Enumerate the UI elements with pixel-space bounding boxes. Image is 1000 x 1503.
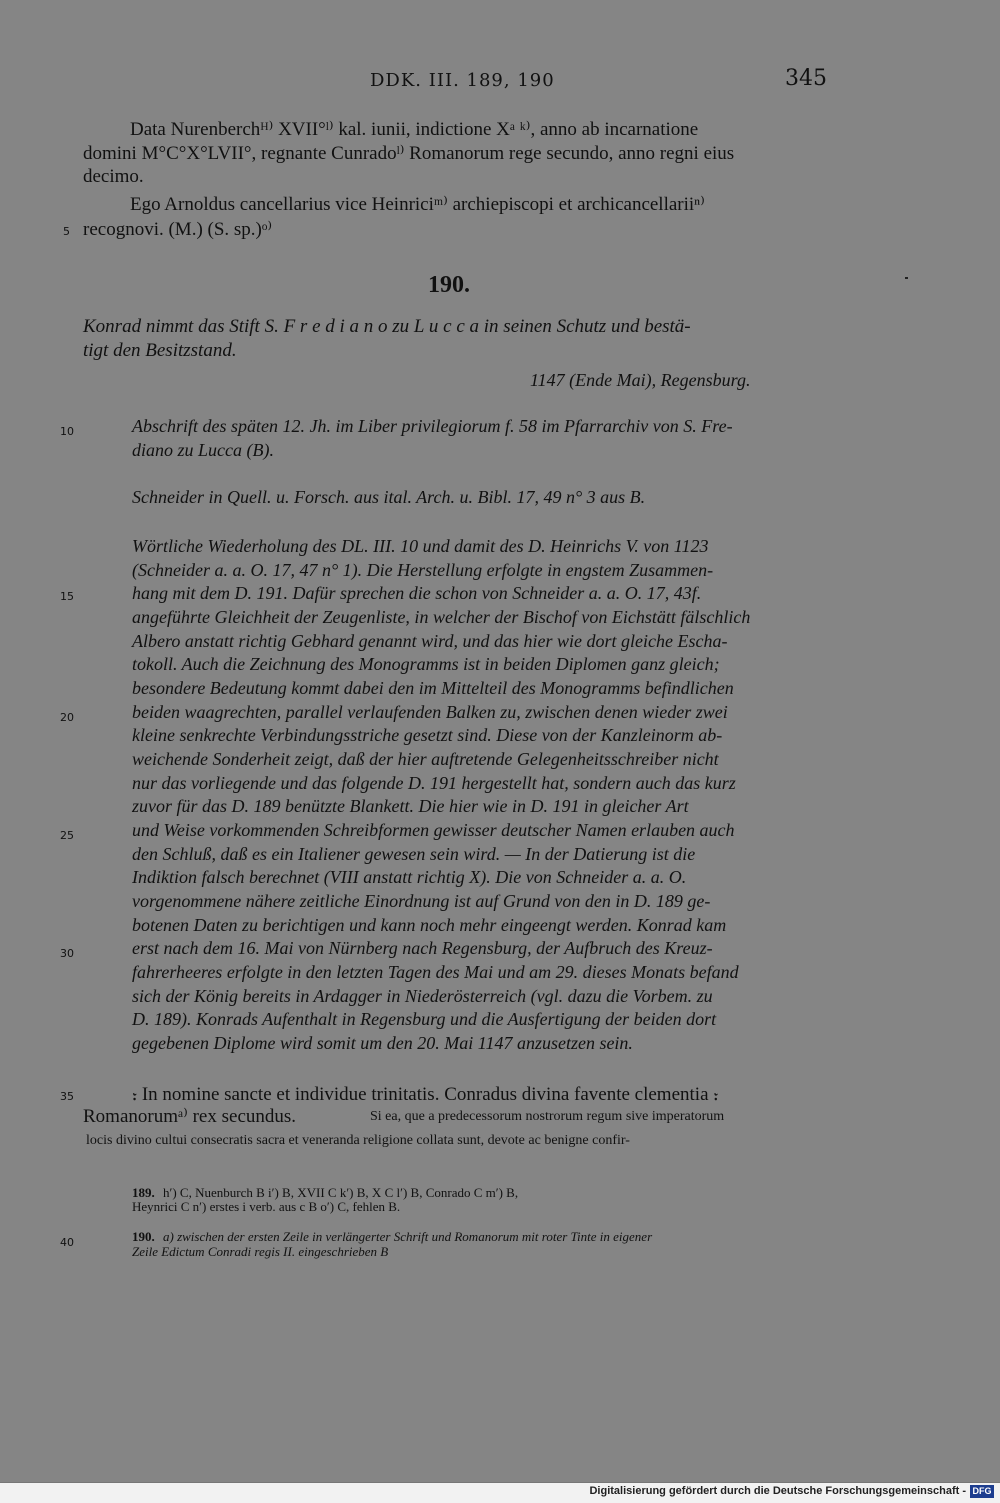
page-number: 345 — [785, 66, 827, 91]
commentary-line: vorgenommene nähere zeitliche Einordnung ist auf Grund von den in D. 189 ge- — [132, 891, 711, 911]
footer-credit: Digitalisierung gefördert durch die Deutsche Forschungsgemeinschaft - — [589, 1485, 966, 1497]
diploma-text-line: Romanorumᵃ⁾ rex secundus. — [83, 1106, 297, 1127]
text-line: Ego Arnoldus cancellarius vice Heinriciᵐ⁾ archiepiscopi et archicancellariiⁿ⁾ — [130, 194, 705, 215]
footnote-label: 190. — [132, 1229, 155, 1244]
line-number: 10 — [60, 425, 74, 438]
dfg-logo: DFG — [970, 1485, 994, 1498]
line-number: 20 — [60, 711, 74, 724]
footnote-line: Heynrici C n′) erstes i verb. aus c B o′) C, fehlen B. — [132, 1199, 401, 1214]
commentary-line: weichende Sonderheit zeigt, daß der hier auftretende Gelegenheitsschreiber nicht — [132, 749, 719, 769]
regest-line: Konrad nimmt das Stift S. F r e d i a n o zu L u c c a in seinen Schutz und bestä- — [83, 316, 691, 337]
commentary-line: tokoll. Auch die Zeichnung des Monogramms ist in beiden Diplomen ganz gleich; — [132, 654, 720, 674]
running-header: DDK. III. 189, 190 — [370, 70, 555, 91]
commentary-line: Albero anstatt richtig Gebhard genannt wird, und das hier wie dort gleiche Escha- — [132, 631, 728, 651]
commentary-line: nur das vorliegende und das folgende D. 191 hergestellt hat, sondern auch das kurz — [132, 773, 736, 793]
commentary-line: beiden waagrechten, parallel verlaufenden Balken zu, zwischen denen wieder zwei — [132, 702, 728, 722]
line-number: 5 — [63, 225, 70, 238]
commentary-line: Indiktion falsch berechnet (VIII anstatt richtig X). Die von Schneider a. a. O. — [132, 867, 687, 887]
regest-line: tigt den Besitzstand. — [83, 340, 237, 361]
diploma-text-line: Si ea, que a predecessorum nostrorum regum sive imperatorum — [370, 1109, 725, 1124]
tradition-line: Abschrift des späten 12. Jh. im Liber privilegiorum f. 58 im Pfarrarchiv von S. Fre- — [132, 416, 733, 436]
commentary-line: fahrerheeres erfolgte in den letzten Tagen des Mai und am 29. dieses Monats befand — [132, 962, 739, 982]
commentary-line: gegebenen Diplome wird somit um den 20. Mai 1147 anzusetzen sein. — [132, 1033, 633, 1053]
footnote-line: h′) C, Nuenburch B i′) B, XVII C k′) B, X C l′) B, Conrado C m′) B, — [163, 1185, 519, 1200]
diploma-text-line: ⹎ In nomine sancte et individue trinitatis. Conradus divina favente clementia ⹎ — [132, 1084, 719, 1105]
edition-line: Schneider in Quell. u. Forsch. aus ital. Arch. u. Bibl. 17, 49 n° 3 aus B. — [132, 487, 646, 507]
line-number: 40 — [60, 1236, 74, 1249]
line-number: 35 — [60, 1090, 74, 1103]
commentary-line: und Weise vorkommenden Schreibformen gewisser deutscher Namen erlauben auch — [132, 820, 735, 840]
footnote-line: a) zwischen der ersten Zeile in verlängerter Schrift und Romanorum mit roter Tinte in eigener — [163, 1229, 653, 1244]
commentary-line: hang mit dem D. 191. Dafür sprechen die schon von Schneider a. a. O. 17, 43f. — [132, 583, 702, 603]
date-place: 1147 (Ende Mai), Regensburg. — [530, 370, 751, 390]
commentary-line: D. 189). Konrads Aufenthalt in Regensburg und die Ausfertigung der beiden dort — [132, 1009, 717, 1029]
commentary-line: den Schluß, daß es ein Italiener gewesen sein wird. — In der Datierung ist die — [132, 844, 696, 864]
diploma-text-line: locis divino cultui consecratis sacra et veneranda religione collata sunt, devote ac benigne confir- — [86, 1133, 630, 1148]
tradition-line: diano zu Lucca (B). — [132, 440, 274, 460]
commentary-line: zuvor für das D. 189 benützte Blankett. Die hier wie in D. 191 in gleicher Art — [132, 796, 689, 816]
footnote-label: 189. — [132, 1185, 155, 1200]
text-line: decimo. — [83, 166, 144, 187]
footnote-line: Zeile Edictum Conradi regis II. eingeschrieben B — [132, 1244, 389, 1259]
scan-speck — [905, 277, 908, 279]
commentary-line: botenen Daten zu berichtigen und kann noch mehr eingeengt werden. Konrad kam — [132, 915, 727, 935]
commentary-line: (Schneider a. a. O. 17, 47 n° 1). Die Herstellung erfolgte in engstem Zusammen- — [132, 560, 714, 580]
text-line: Data Nurenberchᴴ⁾ XVII°ˡ⁾ kal. iunii, indictione Xᵃ ᵏ⁾, anno ab incarnatione — [130, 119, 699, 140]
line-number: 25 — [60, 829, 74, 842]
line-number: 30 — [60, 947, 74, 960]
commentary-line: Wörtliche Wiederholung des DL. III. 10 und damit des D. Heinrichs V. von 1123 — [132, 536, 709, 556]
text-line: recognovi. (M.) (S. sp.)ᵒ⁾ — [83, 219, 273, 240]
commentary-line: besondere Bedeutung kommt dabei den im Mittelteil des Monogramms befindlichen — [132, 678, 734, 698]
line-number: 15 — [60, 590, 74, 603]
commentary-line: angeführte Gleichheit der Zeugenliste, in welcher der Bischof von Eichstätt fälschlich — [132, 607, 751, 627]
commentary-line: sich der König bereits in Ardagger in Niederösterreich (vgl. dazu die Vorbem. zu — [132, 986, 713, 1006]
document-number: 190. — [428, 272, 470, 298]
commentary-line: erst nach dem 16. Mai von Nürnberg nach Regensburg, der Aufbruch des Kreuz- — [132, 938, 713, 958]
commentary-line: kleine senkrechte Verbindungsstriche gesetzt sind. Diese von der Kanzleinorm ab- — [132, 725, 723, 745]
text-line: domini M°C°X°LVII°, regnante Cunradoˡ⁾ Romanorum rege secundo, anno regni eius — [83, 143, 735, 164]
